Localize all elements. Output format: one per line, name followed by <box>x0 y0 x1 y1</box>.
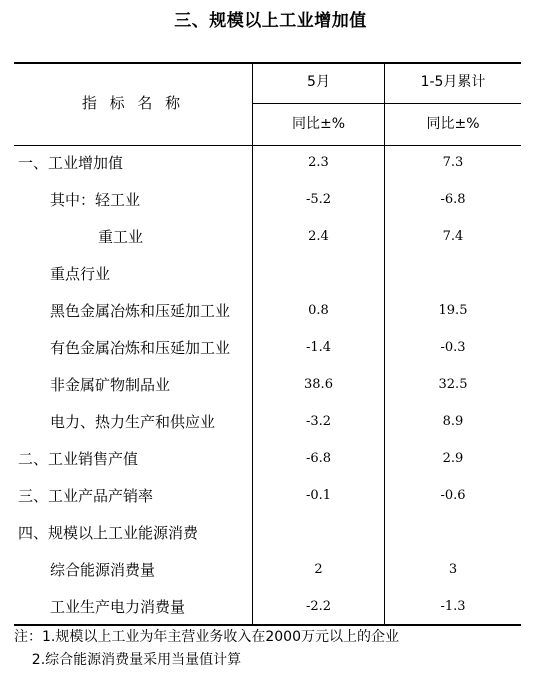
row-label-heavy-industry: 重工业 <box>98 228 144 246</box>
footnote-1: 注：1.规模以上工业为年主营业务收入在2000万元以上的企业 <box>14 629 399 645</box>
row-may-value: -2.2 <box>305 599 332 614</box>
row-cumulative-value: 32.5 <box>438 377 468 392</box>
table-top-border <box>14 62 521 64</box>
row-cumulative-value: 2.9 <box>442 451 464 466</box>
row-cumulative-value: -6.8 <box>440 192 466 207</box>
header-indicator-name: 指 标 名 称 <box>81 94 185 112</box>
row-may-value: -3.2 <box>305 414 332 429</box>
row-label-sales-rate: 三、工业产品产销率 <box>18 487 154 505</box>
header-may: 5月 <box>307 74 330 90</box>
header-cumulative: 1-5月累计 <box>420 74 486 90</box>
row-label-key-industries: 重点行业 <box>50 265 111 283</box>
row-cumulative-value: -0.6 <box>440 488 466 503</box>
row-label-ferrous-metals: 黑色金属冶炼和压延加工业 <box>50 302 231 320</box>
row-may-value: -6.8 <box>305 451 332 466</box>
row-cumulative-value: 7.3 <box>442 155 464 170</box>
row-label-energy-consumption: 四、规模以上工业能源消费 <box>18 524 199 542</box>
row-may-value: -0.1 <box>305 488 332 503</box>
row-label-power-heat-supply: 电力、热力生产和供应业 <box>50 413 216 431</box>
row-cumulative-value: 3 <box>448 562 458 577</box>
row-may-value: -5.2 <box>305 192 332 207</box>
row-label-industrial-sales-output: 二、工业销售产值 <box>18 450 139 468</box>
row-label-industrial-value-added: 一、工业增加值 <box>18 154 124 172</box>
row-cumulative-value: 8.9 <box>442 414 464 429</box>
header-cumulative-yoy: 同比±% <box>426 116 480 132</box>
row-cumulative-value: 7.4 <box>442 229 464 244</box>
row-may-value: 2.3 <box>308 155 329 170</box>
row-may-value: -1.4 <box>305 340 332 355</box>
row-label-nonmetallic-minerals: 非金属矿物制品业 <box>50 376 171 394</box>
row-cumulative-value: 19.5 <box>438 303 468 318</box>
row-may-value: 0.8 <box>308 303 329 318</box>
row-may-value: 2.4 <box>308 229 329 244</box>
table-bottom-border <box>14 624 521 626</box>
row-label-light-industry: 其中：轻工业 <box>50 191 141 209</box>
row-may-value: 38.6 <box>304 377 333 392</box>
row-label-electricity-consumption: 工业生产电力消费量 <box>50 598 186 616</box>
header-may-yoy: 同比±% <box>291 116 346 132</box>
header-mid-divider <box>252 103 521 104</box>
page-title: 三、规模以上工业增加值 <box>174 11 367 31</box>
row-cumulative-value: -0.3 <box>440 340 466 355</box>
row-label-comprehensive-energy: 综合能源消费量 <box>50 561 156 579</box>
header-bottom-border <box>14 145 521 146</box>
row-label-nonferrous-metals: 有色金属冶炼和压延加工业 <box>50 339 231 357</box>
row-cumulative-value: -1.3 <box>440 599 466 614</box>
footnote-2: 2.综合能源消费量采用当量值计算 <box>14 652 242 668</box>
row-may-value: 2 <box>314 562 323 577</box>
